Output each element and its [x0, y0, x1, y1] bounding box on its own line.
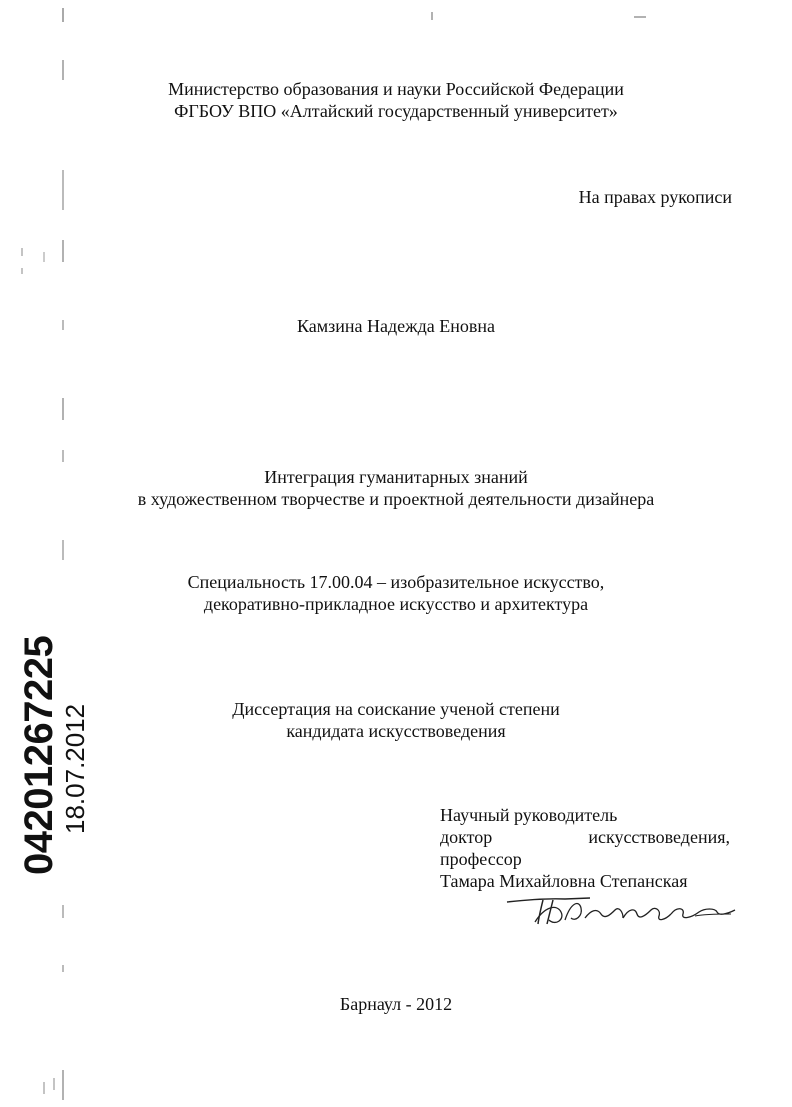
- thesis-title-line-1: Интеграция гуманитарных знаний: [264, 467, 528, 487]
- university-name: ФГБОУ ВПО «Алтайский государственный университет»: [174, 101, 618, 121]
- specialty-line-1: Специальность 17.00.04 – изобразительное искусство,: [187, 572, 605, 592]
- handwritten-signature-icon: [505, 892, 740, 932]
- library-stamp-date: 18.07.2012: [60, 703, 90, 834]
- ministry-name: Министерство образования и науки Российской Федерации: [168, 79, 624, 99]
- supervisor-degree-word-2: искусствоведения,: [588, 827, 730, 847]
- thesis-title-line-2: в художественном творчестве и проектной деятельности дизайнера: [137, 489, 655, 509]
- supervisor-degree: [440, 826, 730, 848]
- manuscript-note: На правах рукописи: [578, 187, 732, 207]
- supervisor-title: профессор: [440, 849, 522, 869]
- supervisor-degree-word-1: доктор: [440, 827, 493, 847]
- degree-line-2: кандидата искусствоведения: [286, 721, 506, 741]
- library-stamp-code: 04201267225: [17, 635, 61, 875]
- city-year: Барнаул - 2012: [339, 994, 453, 1014]
- supervisor-name: Тамара Михайловна Степанская: [440, 871, 688, 891]
- supervisor-role: Научный руководитель: [440, 805, 618, 825]
- degree-line-1: Диссертация на соискание ученой степени: [232, 699, 560, 719]
- specialty-line-2: декоративно-прикладное искусство и архитектура: [203, 594, 589, 614]
- author-name: Камзина Надежда Еновна: [297, 316, 495, 336]
